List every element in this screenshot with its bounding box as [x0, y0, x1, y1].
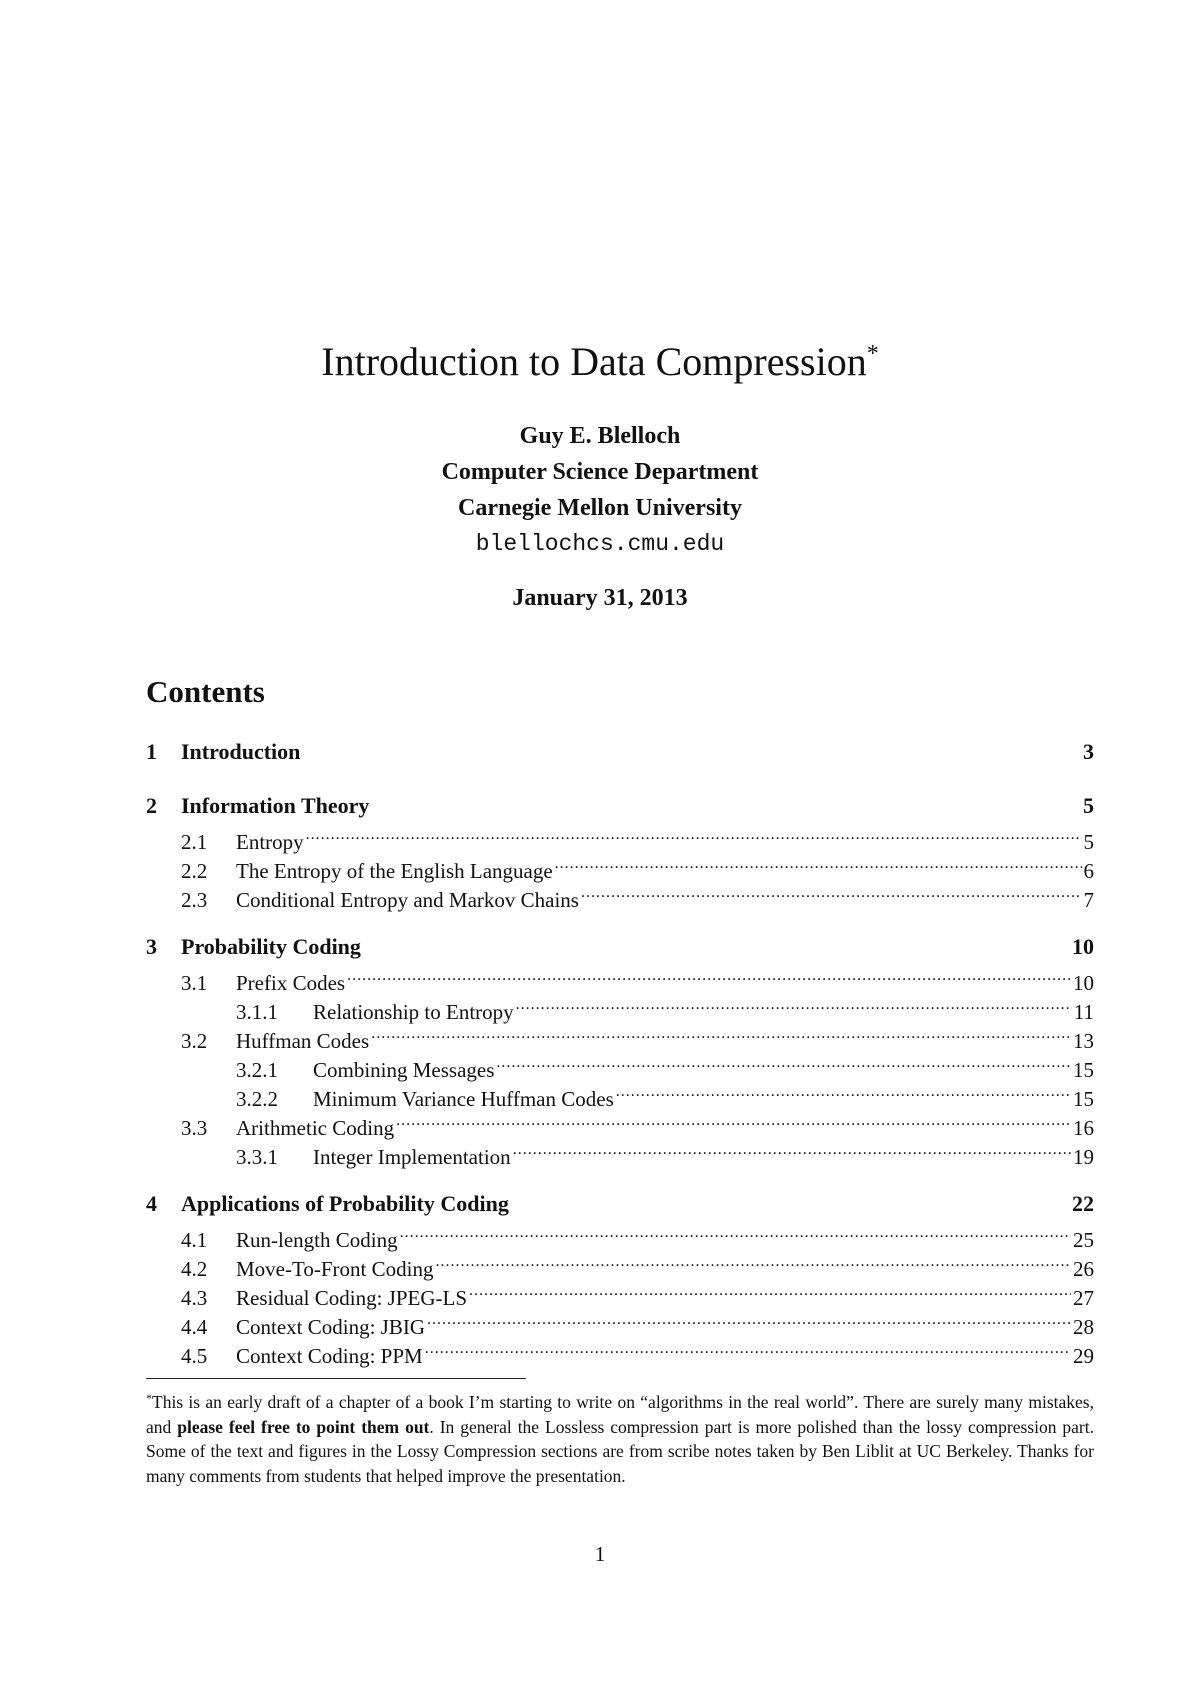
toc-leader-dots: [469, 1276, 1071, 1305]
toc-number: 3.3: [181, 1116, 208, 1140]
toc-label: Relationship to Entropy: [313, 1000, 514, 1024]
toc-subsection[interactable]: [181, 1305, 1094, 1339]
toc-section[interactable]: [146, 737, 1094, 766]
toc-number: 3.3.1: [236, 1145, 278, 1169]
toc-leader-dots: [347, 961, 1071, 990]
toc-label: Entropy: [236, 830, 304, 854]
toc-page-number: 3: [1083, 739, 1094, 764]
toc-page-number: 10: [1072, 934, 1094, 959]
toc-label: Combining Messages: [313, 1058, 495, 1082]
toc-page-number: 28: [1073, 1315, 1094, 1339]
toc-page-number: 22: [1072, 1191, 1094, 1216]
toc-leader-dots: [555, 849, 1082, 878]
toc-leader-dots: [435, 1247, 1071, 1276]
footnote-text-bold: please feel free to point them out: [177, 1416, 430, 1437]
toc-leader-dots: [400, 1218, 1071, 1247]
toc-page-number: 15: [1073, 1087, 1094, 1111]
footnote-text-after: . In general the Lossless compression part is more polished than the lossy compression part. Some of the text and figures in the Lossy Compression sections are from scribe notes taken by Ben Liblit at UC Berkeley. Thanks for many comments from students that helped improve the presentation.: [146, 1416, 1094, 1486]
toc-page-number: 25: [1073, 1228, 1094, 1252]
toc-leader-dots: [513, 1135, 1071, 1164]
toc-label: Context Coding: JBIG: [236, 1315, 426, 1339]
toc-number: 3: [146, 934, 157, 959]
toc-leader-dots: [496, 1048, 1071, 1077]
toc-leader-dots: [371, 1019, 1071, 1048]
toc-leader-dots: [306, 820, 1082, 849]
toc-subsection[interactable]: [181, 1247, 1094, 1281]
toc-number: 3.2: [181, 1029, 208, 1053]
toc-section[interactable]: [146, 791, 1094, 820]
toc-subsection[interactable]: [181, 1334, 1094, 1368]
toc-subsection[interactable]: [181, 1019, 1094, 1053]
toc-label: Information Theory: [181, 793, 370, 818]
author-block: [0, 418, 1200, 562]
toc-leader-dots: [516, 990, 1072, 1019]
document-date: January 31, 2013: [512, 585, 688, 611]
toc-page-number: 26: [1073, 1257, 1094, 1281]
footnote: [146, 1386, 1094, 1488]
toc-leader-dots: [427, 1305, 1071, 1334]
toc-label: Context Coding: PPM: [236, 1344, 423, 1368]
toc-number: 4: [146, 1191, 157, 1216]
toc-number: 4.2: [181, 1257, 208, 1281]
toc-subsubsection[interactable]: [236, 990, 1094, 1024]
toc-page-number: 10: [1073, 971, 1094, 995]
toc-page-number: 5: [1083, 793, 1094, 818]
toc-label: Integer Implementation: [313, 1145, 511, 1169]
toc-label: Run-length Coding: [236, 1228, 398, 1252]
author-name: Guy E. Blelloch: [519, 423, 681, 449]
toc-section[interactable]: [146, 1189, 1094, 1218]
toc-label: Arithmetic Coding: [236, 1116, 395, 1140]
toc-number: 1: [146, 739, 157, 764]
toc-number: 4.4: [181, 1315, 208, 1339]
toc-subsection[interactable]: [181, 1106, 1094, 1140]
toc-subsubsection[interactable]: [236, 1048, 1094, 1082]
toc-label: Residual Coding: JPEG-LS: [236, 1286, 468, 1310]
document-title: Introduction to Data Compression*: [321, 339, 879, 384]
toc-page-number: 29: [1073, 1344, 1094, 1368]
toc-section[interactable]: [146, 932, 1094, 961]
toc-label: Conditional Entropy and Markov Chains: [236, 888, 579, 912]
toc-page-number: 15: [1073, 1058, 1094, 1082]
toc-label: Move-To-Front Coding: [236, 1257, 434, 1281]
toc-leader-dots: [616, 1077, 1071, 1106]
toc-number: 3.2.1: [236, 1058, 278, 1082]
toc-number: 4.5: [181, 1344, 208, 1368]
toc-leader-dots: [396, 1106, 1071, 1135]
toc-page-number: 19: [1073, 1145, 1094, 1169]
toc-page-number: 7: [1083, 888, 1094, 912]
toc-subsubsection[interactable]: [236, 1077, 1094, 1111]
title-footnote-mark: *: [866, 341, 879, 367]
toc-label: Huffman Codes: [236, 1029, 370, 1053]
author-university: Carnegie Mellon University: [458, 495, 742, 521]
toc-number: 4.1: [181, 1228, 208, 1252]
toc-number: 3.2.2: [236, 1087, 278, 1111]
footnote-rule: [146, 1378, 526, 1379]
author-department: Computer Science Department: [441, 459, 759, 485]
toc-label: The Entropy of the English Language: [236, 859, 553, 883]
footnote-text-before: This is an early draft of a chapter of a book I’m starting to write on “algorithms in the real world”. There are surely many mistakes, and: [146, 1392, 1094, 1437]
toc-number: 2.2: [181, 859, 208, 883]
toc-page-number: 6: [1083, 859, 1094, 883]
toc-number: 4.3: [181, 1286, 208, 1310]
toc-page-number: 16: [1073, 1116, 1094, 1140]
toc-label: Minimum Variance Huffman Codes: [313, 1087, 614, 1111]
toc-page-number: 13: [1073, 1029, 1094, 1053]
toc-number: 2.1: [181, 830, 208, 854]
toc-subsection[interactable]: [181, 961, 1094, 995]
toc-subsection[interactable]: [181, 878, 1094, 912]
toc-label: Prefix Codes: [236, 971, 346, 995]
toc-page-number: 27: [1073, 1286, 1094, 1310]
contents-heading: Contents: [146, 674, 265, 709]
footnote-mark: *: [146, 1391, 152, 1405]
toc-leader-dots: [425, 1334, 1071, 1363]
toc-page-number: 5: [1083, 830, 1094, 854]
page-number: 1: [594, 1542, 606, 1566]
toc-subsection[interactable]: [181, 1218, 1094, 1252]
toc-number: 3.1: [181, 971, 208, 995]
toc-label: Applications of Probability Coding: [181, 1191, 509, 1216]
toc-subsection[interactable]: [181, 820, 1094, 854]
toc-leader-dots: [581, 878, 1082, 907]
author-email: blellochcs.cmu.edu: [475, 531, 725, 557]
toc-label: Probability Coding: [181, 934, 361, 959]
toc-page-number: 11: [1073, 1000, 1094, 1024]
toc-number: 2.3: [181, 888, 208, 912]
toc-subsection[interactable]: [181, 1276, 1094, 1310]
toc-label: Introduction: [181, 739, 301, 764]
toc-subsection[interactable]: [181, 849, 1094, 883]
toc-subsubsection[interactable]: [236, 1135, 1094, 1169]
toc-number: 3.1.1: [236, 1000, 278, 1024]
toc-number: 2: [146, 793, 157, 818]
